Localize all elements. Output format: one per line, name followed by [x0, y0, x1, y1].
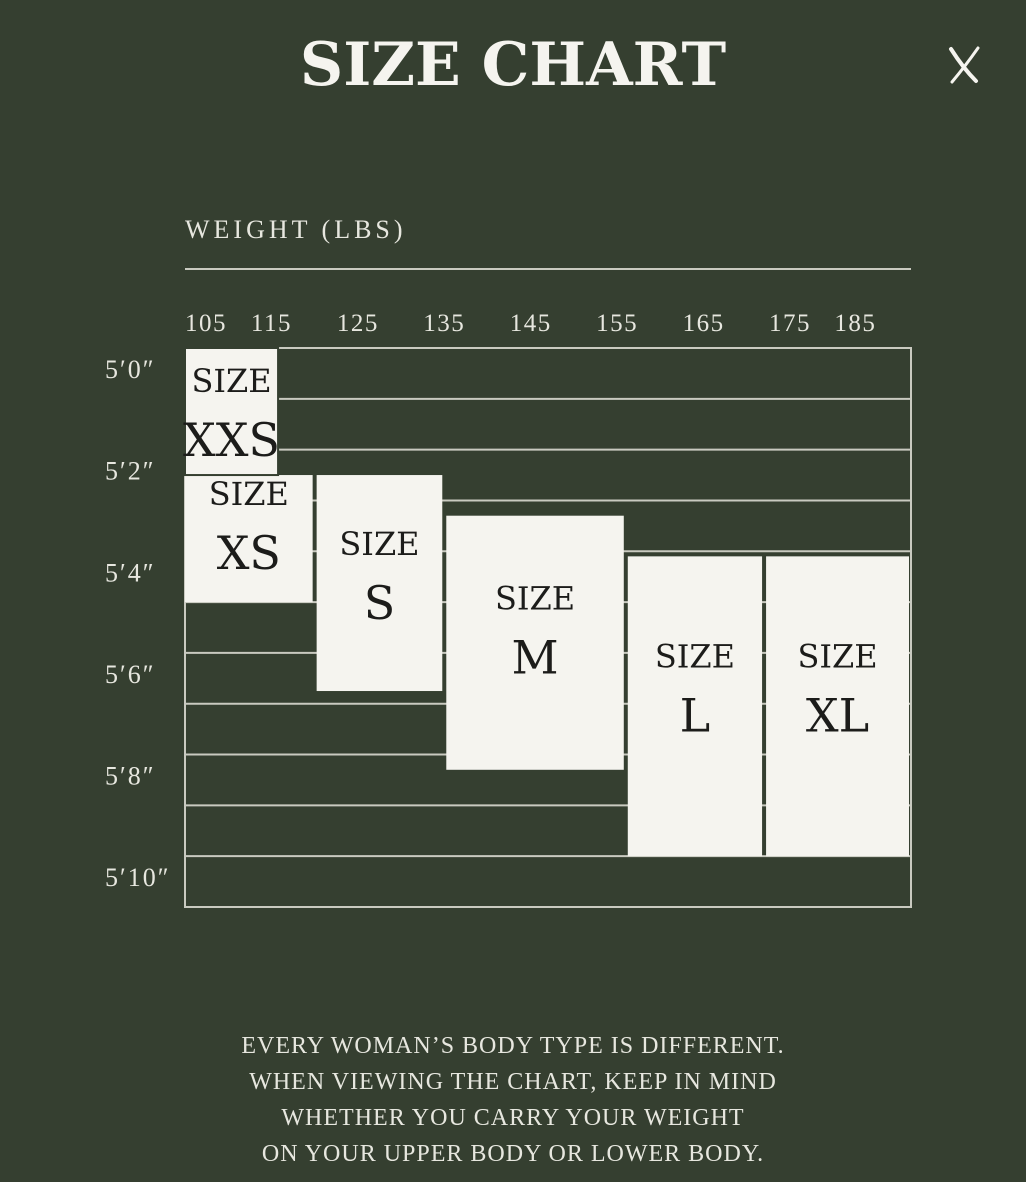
y-tick-label: 5′4″	[105, 558, 156, 588]
y-tick-label: 5′10″	[105, 863, 171, 893]
x-tick-label: 185	[834, 310, 877, 337]
x-tick-label: 115	[250, 310, 292, 337]
body-type-note	[0, 1028, 1026, 1172]
size-name-label: S	[363, 575, 396, 630]
weight-axis-label: WEIGHT (LBS)	[185, 215, 407, 244]
y-tick-label: 5′2″	[105, 456, 156, 486]
size-prefix-label: SIZE	[339, 524, 420, 563]
note-line: WHEN VIEWING THE CHART, KEEP IN MIND	[249, 1069, 777, 1095]
size-prefix-label: SIZE	[494, 579, 576, 618]
x-tick-label: 165	[682, 310, 725, 337]
x-tick-label: 175	[769, 310, 811, 337]
size-name-label: XS	[216, 526, 281, 581]
y-tick-label: 5′6″	[105, 659, 156, 689]
size-prefix-label: SIZE	[208, 475, 289, 514]
size-name-label: M	[511, 630, 559, 685]
size-prefix-label: SIZE	[654, 637, 736, 676]
x-tick-label: 145	[509, 310, 552, 337]
size-prefix-label: SIZE	[797, 637, 878, 676]
note-line: ON YOUR UPPER BODY OR LOWER BODY.	[261, 1141, 765, 1167]
note-line: EVERY WOMAN’S BODY TYPE IS DIFFERENT.	[241, 1033, 785, 1059]
x-tick-label: 125	[336, 310, 379, 337]
x-tick-label: 105	[185, 310, 227, 337]
size-name-label: XXS	[183, 413, 281, 467]
size-prefix-label: SIZE	[191, 362, 272, 400]
x-tick-label: 135	[423, 310, 466, 337]
y-tick-label: 5′0″	[105, 355, 156, 384]
size-name-label: L	[679, 688, 711, 743]
y-tick-label: 5′8″	[105, 761, 156, 791]
x-tick-label: 155	[596, 310, 639, 337]
size-name-label: XL	[805, 688, 870, 743]
page-title: SIZE CHART	[299, 30, 727, 100]
note-line: WHETHER YOU CARRY YOUR WEIGHT	[281, 1105, 745, 1131]
